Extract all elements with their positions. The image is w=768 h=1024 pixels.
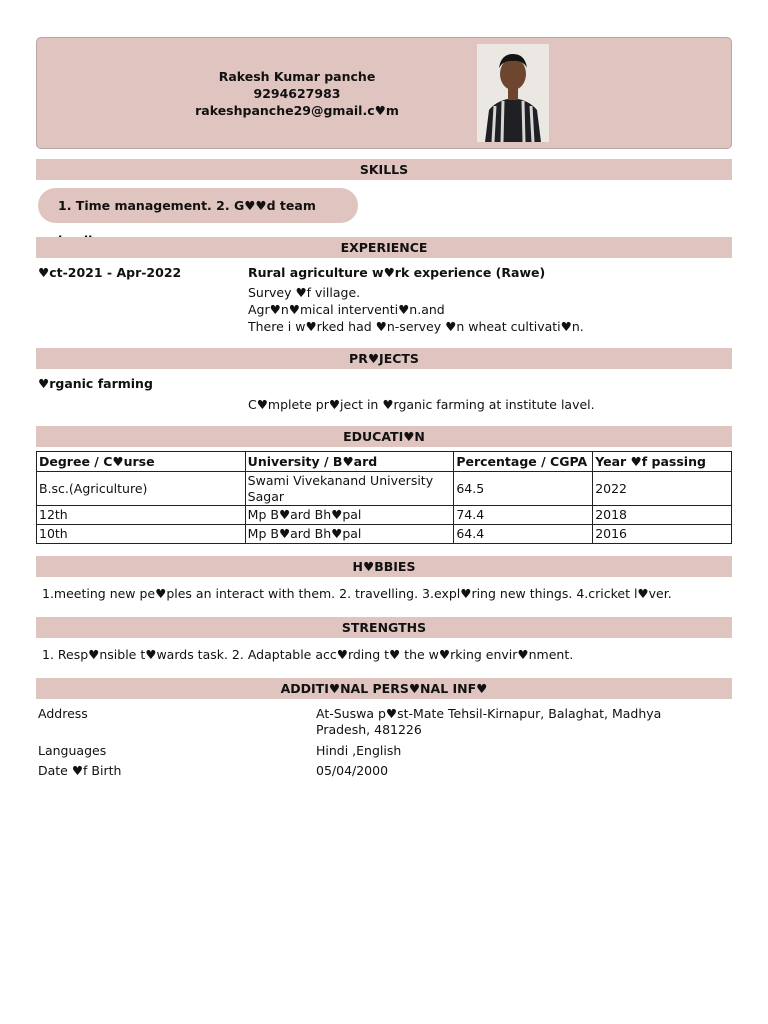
profile-photo <box>477 44 549 142</box>
table-cell: 64.4 <box>454 525 593 544</box>
hobbies-text: 1.meeting new pe♥ples an interact with them. 2. travelling. 3.expl♥ring new things. 4.cricket l♥ver. <box>42 586 672 601</box>
table-cell: Mp B♥ard Bh♥pal <box>245 525 454 544</box>
skills-pill: 1. Time management. 2. G♥♥d team <box>38 188 358 223</box>
table-cell: 2022 <box>593 472 732 506</box>
table-cell: Swami Vivekanand University Sagar <box>245 472 454 506</box>
experience-title: Rural agriculture w♥rk experience (Rawe) <box>248 265 546 280</box>
hobbies-heading: H♥BBIES <box>36 556 732 577</box>
person-photo-icon <box>477 44 549 142</box>
table-cell: 74.4 <box>454 506 593 525</box>
experience-heading: EXPERIENCE <box>36 237 732 258</box>
dob-label: Date ♥f Birth <box>38 763 122 778</box>
projects-heading: PR♥JECTS <box>36 348 732 369</box>
experience-line: Survey ♥f village. <box>248 285 361 300</box>
languages-value: Hindi ,English <box>316 743 402 758</box>
strengths-heading: STRENGTHS <box>36 617 732 638</box>
column-header: Degree / C♥urse <box>37 452 246 472</box>
table-cell: 12th <box>37 506 246 525</box>
email-address: rakeshpanche29@gmail.c♥m <box>195 103 399 118</box>
table-header-row <box>37 452 732 472</box>
table-row <box>37 472 732 506</box>
table-row <box>37 525 732 544</box>
table-cell: 2018 <box>593 506 732 525</box>
languages-label: Languages <box>38 743 107 758</box>
column-header: Year ♥f passing <box>593 452 732 472</box>
address-value: Pradesh, 481226 <box>316 722 422 737</box>
column-header: Percentage / CGPA <box>454 452 593 472</box>
education-table <box>36 451 732 544</box>
column-header: University / B♥ard <box>245 452 454 472</box>
personal-info-heading: ADDITI♥NAL PERS♥NAL INF♥ <box>36 678 732 699</box>
experience-line: Agr♥n♥mical interventi♥n.and <box>248 302 445 317</box>
dob-value: 05/04/2000 <box>316 763 389 778</box>
candidate-name: Rakesh Kumar panche <box>218 69 376 84</box>
table-cell: 10th <box>37 525 246 544</box>
strengths-text: 1. Resp♥nsible t♥wards task. 2. Adaptable acc♥rding t♥ the w♥rking envir♥nment. <box>42 647 574 662</box>
header-card <box>36 37 732 149</box>
table-cell: 64.5 <box>454 472 593 506</box>
education-heading: EDUCATI♥N <box>36 426 732 447</box>
experience-date: ♥ct-2021 - Apr-2022 <box>38 265 182 280</box>
table-row <box>37 506 732 525</box>
phone-number: 9294627983 <box>253 86 341 101</box>
contact-block <box>157 68 437 119</box>
table-cell: B.sc.(Agriculture) <box>37 472 246 506</box>
skills-heading: SKILLS <box>36 159 732 180</box>
table-cell: 2016 <box>593 525 732 544</box>
experience-line: There i w♥rked had ♥n-servey ♥n wheat cultivati♥n. <box>248 319 584 334</box>
address-label: Address <box>38 706 88 721</box>
project-description: C♥mplete pr♥ject in ♥rganic farming at institute lavel. <box>248 397 595 412</box>
project-title: ♥rganic farming <box>38 376 153 391</box>
address-value: At-Suswa p♥st-Mate Tehsil-Kirnapur, Balaghat, Madhya <box>316 706 662 721</box>
table-cell: Mp B♥ard Bh♥pal <box>245 506 454 525</box>
